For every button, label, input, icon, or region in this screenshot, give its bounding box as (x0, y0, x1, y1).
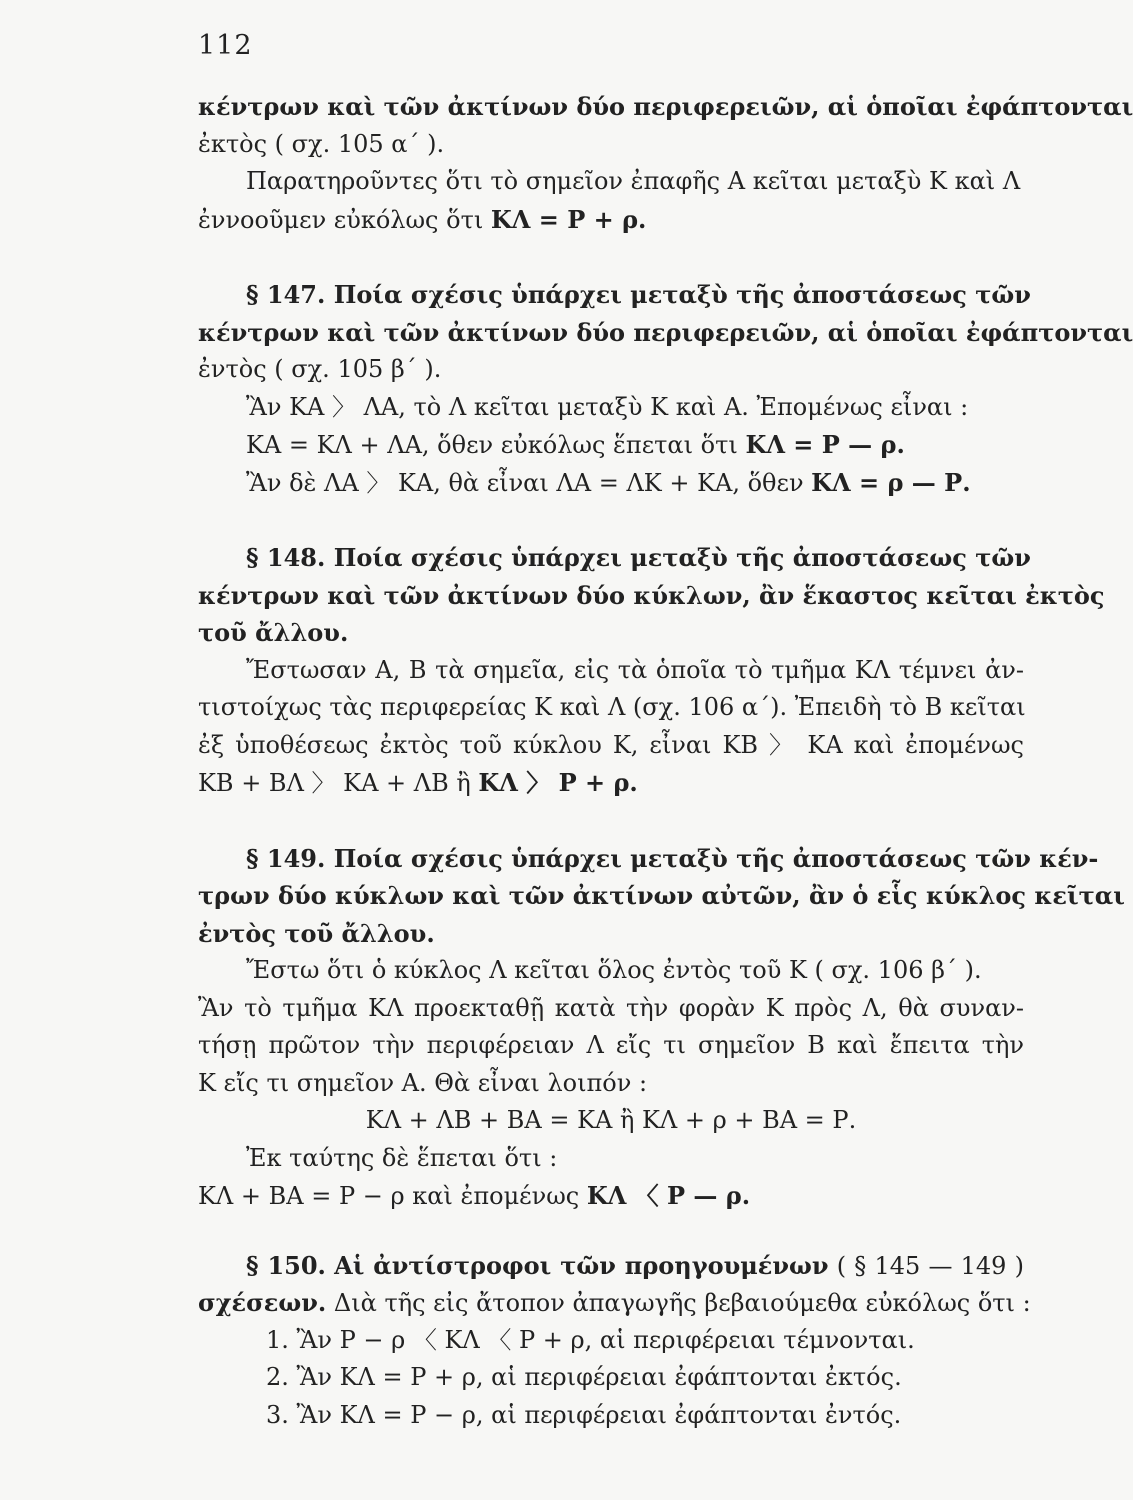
section-number: § 148. (246, 543, 326, 572)
section-heading (198, 276, 1031, 314)
text-line: ἐκτὸς ( σχ. 105 α΄ ). (198, 129, 445, 158)
text-line: Ἐκ ταύτης δὲ ἕπεται ὅτι : (246, 1143, 558, 1172)
section-150 (198, 1247, 1031, 1435)
spacer (198, 238, 1024, 276)
equation-line: ΚΛ + ΛΒ + ΒΑ = ΚΑ ἢ ΚΛ + ρ + ΒΑ = Ρ. (365, 1106, 857, 1134)
formula: ΚΛ = Ρ — ρ. (745, 430, 905, 459)
section-heading (198, 840, 1099, 878)
spacer (198, 501, 1024, 539)
text-column (198, 88, 1133, 1434)
section-heading-line: κέντρων καὶ τῶν ἀκτίνων δύο περιφερειῶν, αἱ ὁποῖαι ἐφάπτονται (198, 317, 1133, 347)
section-number: § 149. (246, 843, 326, 873)
text-span: Ἂν δὲ ΛΑ 〉 ΚΑ, θὰ εἶναι ΛΑ = ΛΚ + ΚΑ, ὅθεν (246, 468, 804, 497)
text-span: ΚΛ + ΒΑ = Ρ − ρ καὶ ἐπομένως (198, 1182, 580, 1210)
section-149 (198, 840, 1125, 1215)
text-span: Διὰ τῆς εἰς ἄτοπον ἀπαγωγῆς βεβαιούμεθα εὐκόλως ὅτι : (333, 1289, 1031, 1317)
text-line (198, 464, 1024, 502)
page-number: 112 (198, 30, 253, 61)
section-number: § 147. (246, 280, 326, 309)
text-line: Ἂν ΚΑ 〉 ΛΑ, τὸ Λ κεῖται μεταξὺ Κ καὶ Α. Ἐπομένως εἶναι : (246, 392, 969, 421)
spacer (198, 802, 1024, 840)
text-line: ἐξ ὑποθέσεως ἐκτὸς τοῦ κύκλου Κ, εἶναι ΚΒ 〉 ΚΑ καὶ ἐπομένως (198, 730, 1024, 759)
text-line: Κ εἴς τι σημεῖον Α. Θὰ εἶναι λοιπόν : (198, 1068, 648, 1097)
heading-text: Αἱ ἀντίστροφοι τῶν προηγουμένων (334, 1250, 829, 1280)
section-number: § 150. (246, 1250, 326, 1280)
text-line (198, 764, 1024, 802)
section-heading-line: τρων δύο κύκλων καὶ τῶν ἀκτίνων αὐτῶν, ἂν ὁ εἷς κύκλος κεῖται (198, 881, 1125, 910)
formula: ΚΛ = Ρ + ρ. (490, 204, 647, 234)
text-line: Ἔστωσαν Α, Β τὰ σημεῖα, εἰς τὰ ὁποῖα τὸ τμῆμα ΚΛ τέμνει ἀν- (246, 655, 1024, 684)
text-line: κέντρων καὶ τῶν ἀκτίνων δύο περιφερειῶν, αἱ ὁποῖαι ἐφάπτονται (198, 92, 1133, 121)
text-line: τιστοίχως τὰς περιφερείας Κ καὶ Λ (σχ. 106 α΄). Ἐπειδὴ τὸ Β κεῖται (198, 693, 1026, 721)
section-heading-line: τοῦ ἄλλου. (198, 618, 349, 647)
text-line (198, 1284, 1031, 1322)
text-span: ΚΒ + ΒΛ 〉 ΚΑ + ΛΒ ἢ (198, 769, 471, 797)
text-line: Ἂν τὸ τμῆμα ΚΛ προεκταθῇ κατὰ τὴν φορὰν Κ πρὸς Λ, θὰ συναν- (198, 993, 1024, 1022)
section-heading-line: ἐντὸς τοῦ ἄλλου. (198, 918, 435, 948)
formula: ΚΛ = ρ — Ρ. (811, 467, 971, 497)
section-heading (198, 1247, 1024, 1285)
list-item: 1. Ἂν Ρ − ρ 〈 ΚΛ 〈 Ρ + ρ, αἱ περιφέρειαι τέμνονται. (266, 1325, 915, 1354)
section-147 (198, 276, 1133, 501)
section-heading (198, 539, 1031, 577)
section-heading-line: ἐντὸς ( σχ. 105 β΄ ). (198, 355, 442, 383)
list-item: 2. Ἂν ΚΛ = Ρ + ρ, αἱ περιφέρειαι ἐφάπτονται ἐκτός. (266, 1363, 902, 1391)
text-line: Παρατηροῦντες ὅτι τὸ σημεῖον ἐπαφῆς Α κεῖται μεταξὺ Κ καὶ Λ (246, 167, 1021, 195)
heading-text: Ποία σχέσις ὑπάρχει μεταξὺ τῆς ἀποστάσεως τῶν κέν- (333, 843, 1099, 873)
text-line (198, 1177, 1024, 1215)
heading-text: Ποία σχέσις ὑπάρχει μεταξὺ τῆς ἀποστάσεως τῶν (333, 280, 1031, 309)
heading-text: Ποία σχέσις ὑπάρχει μεταξὺ τῆς ἀποστάσεως τῶν (333, 543, 1031, 572)
formula: ΚΛ 〉 Ρ + ρ. (478, 768, 638, 797)
heading-ref: ( § 145 — 149 ) (836, 1251, 1024, 1280)
section-heading-line: κέντρων καὶ τῶν ἀκτίνων δύο κύκλων, ἂν ἕκαστος κεῖται ἐκτὸς (198, 580, 1105, 610)
list-item: 3. Ἂν ΚΛ = Ρ − ρ, αἱ περιφέρειαι ἐφάπτονται ἐντός. (266, 1400, 902, 1429)
section-148 (198, 539, 1105, 802)
text-line (198, 201, 1024, 239)
section-146-tail (198, 88, 1133, 238)
text-span: ΚΑ = ΚΛ + ΛΑ, ὅθεν εὐκόλως ἕπεται ὅτι (246, 431, 738, 459)
text-line: τήσῃ πρῶτον τὴν περιφέρειαν Λ εἴς τι σημεῖον Β καὶ ἔπειτα τὴν (198, 1031, 1024, 1059)
text-line: Ἔστω ὅτι ὁ κύκλος Λ κεῖται ὅλος ἐντὸς τοῦ Κ ( σχ. 106 β΄ ). (246, 956, 982, 984)
text-line (198, 426, 1024, 464)
text-span: ἐννοοῦμεν εὐκόλως ὅτι (198, 205, 484, 234)
heading-text: σχέσεων. (198, 1288, 327, 1317)
formula: ΚΛ 〈 Ρ — ρ. (586, 1181, 751, 1210)
spacer (198, 1215, 1024, 1247)
